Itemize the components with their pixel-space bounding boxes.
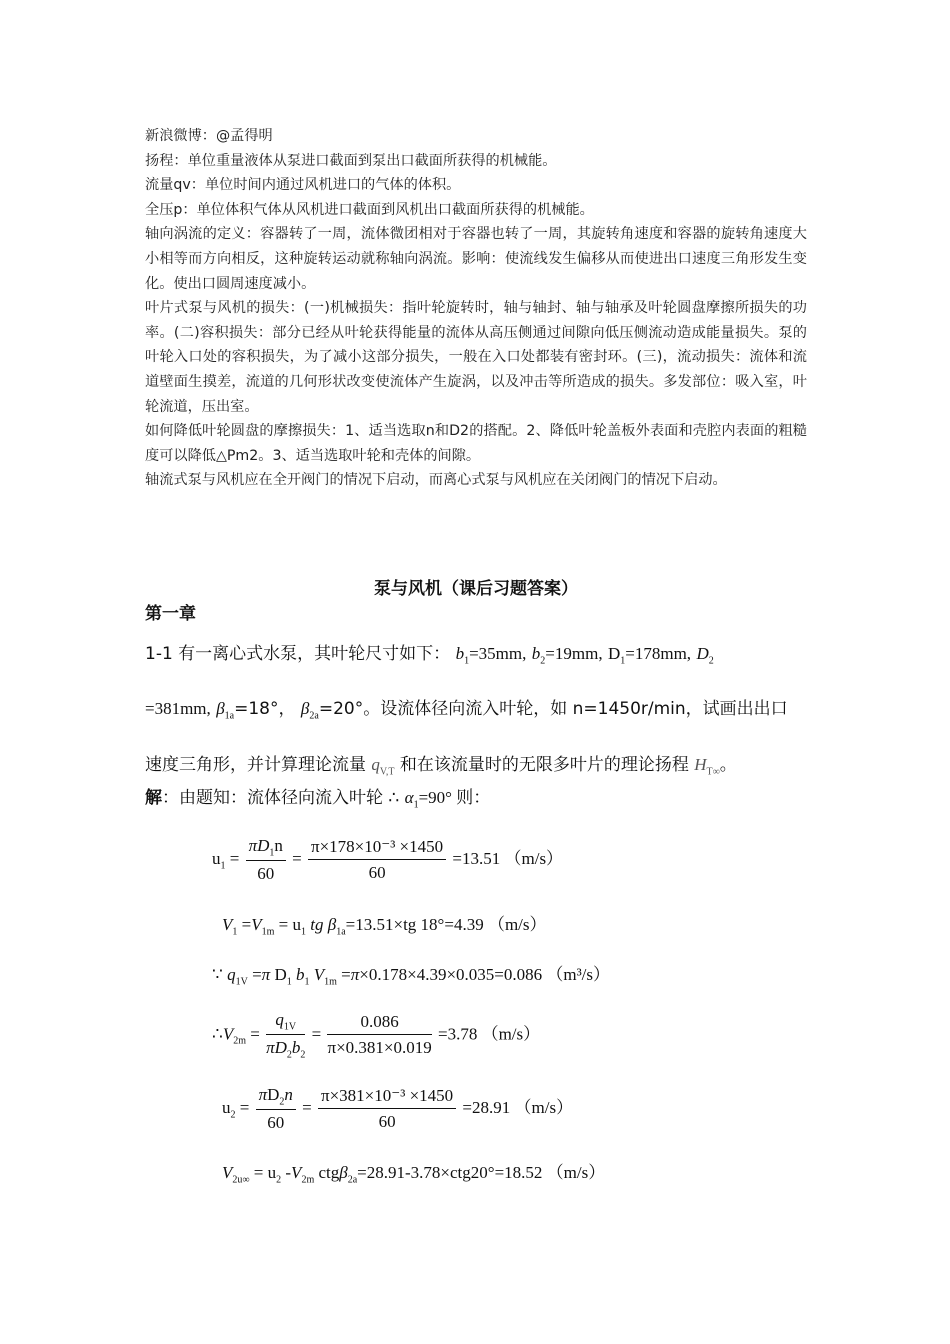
problem-1-1 [145,630,807,796]
problem-line-1: 1-1 有一离心式水泵，其叶轮尺寸如下： $b_1=35mm$, $b_2=19mm$, $D_1=178mm$, $D_2$ [145,644,714,667]
page-title: 泵与风机（课后习题答案） [374,579,578,599]
note-head: 扬程：单位重量液体从泵进口截面到泵出口截面所获得的机械能。 [145,152,557,169]
problem-line-2: =381mm, $\beta_{1a}=18^\circ$， $\beta_{2a}=20^\circ$。设流体径向流入叶轮，如 n=1450r/min，试画出出口 [145,699,788,722]
solution-intro: 解：由题知：流体径向流入叶轮 ∴ $\alpha_1=90^\circ$ 则： [145,788,491,811]
notes-section [145,124,807,493]
chapter-heading: 第一章 [145,604,196,624]
equation-v2u: $V_{2u\infty} = u_2$ $-V_{2m}$ ctgβ$_{2a}$=28.91-3.78×ctg20°=18.52 （m/s） [222,1163,606,1186]
note-losses: 叶片式泵与风机的损失：(一)机械损失：指叶轮旋转时，轴与轴封、轴与轴承及叶轮圆盘摩擦所损失的功率。(二)容积损失：部分已经从叶轮获得能量的流体从高压侧通过间隙向低压侧流动造成能量损失。泵的叶轮入口处的容积损失，为了减小这部分损失，一般在入口处都装有密封环。(三)，流动损失：流体和流道壁面生摸差，流道的几何形状改变使流体产生旋涡，以及冲击等所造成的损失。多发部位：吸入室，叶轮流道，压出室。 [145,300,807,415]
note-pressure: 全压p：单位体积气体从风机进口截面到风机出口截面所获得的机械能。 [145,201,594,218]
problem-line-3: 速度三角形，并计算理论流量 $q_{V,T}$ 和在该流量时的无限多叶片的理论扬程 $H_{T\infty}$。 [145,754,737,778]
note-flow: 流量qv：单位时间内通过风机进口的气体的体积。 [145,177,461,194]
note-axial-vortex: 轴向涡流的定义：容器转了一周，流体微团相对于容器也转了一周，其旋转角速度和容器的旋转角速度大小相等而方向相反，这种旋转运动就称轴向涡流。影响：使流线发生偏移从而使进出口速度三角形发生变化。使出口圆周速度减小。 [145,226,807,292]
note-startup: 轴流式泵与风机应在全开阀门的情况下启动，而离心式泵与风机应在关闭阀门的情况下启动。 [145,472,727,489]
equation-u2: $u_2$ = $\frac{\pi D_2n}{60}$ = $\frac{\text{π×381×10⁻³ ×1450}}{60}$ =28.91 （m/s） [222,1085,574,1133]
equation-v1: $V_1 =V_{1m} = u_1$ tg $\beta_{1a}=13.51\times tg$ 18°=4.39 （m/s） [222,915,547,938]
equation-u1: $u_1$ = $\frac{\pi D_1n}{60}$ = $\frac{\text{π×178×10⁻³ ×1450}}{60}$ =13.51 （m/s） [212,836,564,884]
note-weibo: 新浪微博：@孟得明 [145,128,273,144]
solution-label: 解 [145,788,162,808]
equation-v2m: $\therefore V_{2m}$ = $\frac{q_{1V}}{\pi D_2b_2}$ = $\frac{0.086}{\pi\times 0.381\times 0.019}$ =3.78 （m/s） [212,1010,541,1061]
equation-q1v: ∵ $q_{1V} =\pi$ $D_1$ $b_1$ $V_{1m} =\pi\times 0.178\times 4.39\times 0.035=0.086$ （m³/s） [212,965,611,988]
note-disk-friction: 如何降低叶轮圆盘的摩擦损失：1、适当选取n和D2的搭配。2、降低叶轮盖板外表面和壳腔内表面的粗糙度可以降低△Pm2。3、适当选取叶轮和壳体的间隙。 [145,423,807,464]
